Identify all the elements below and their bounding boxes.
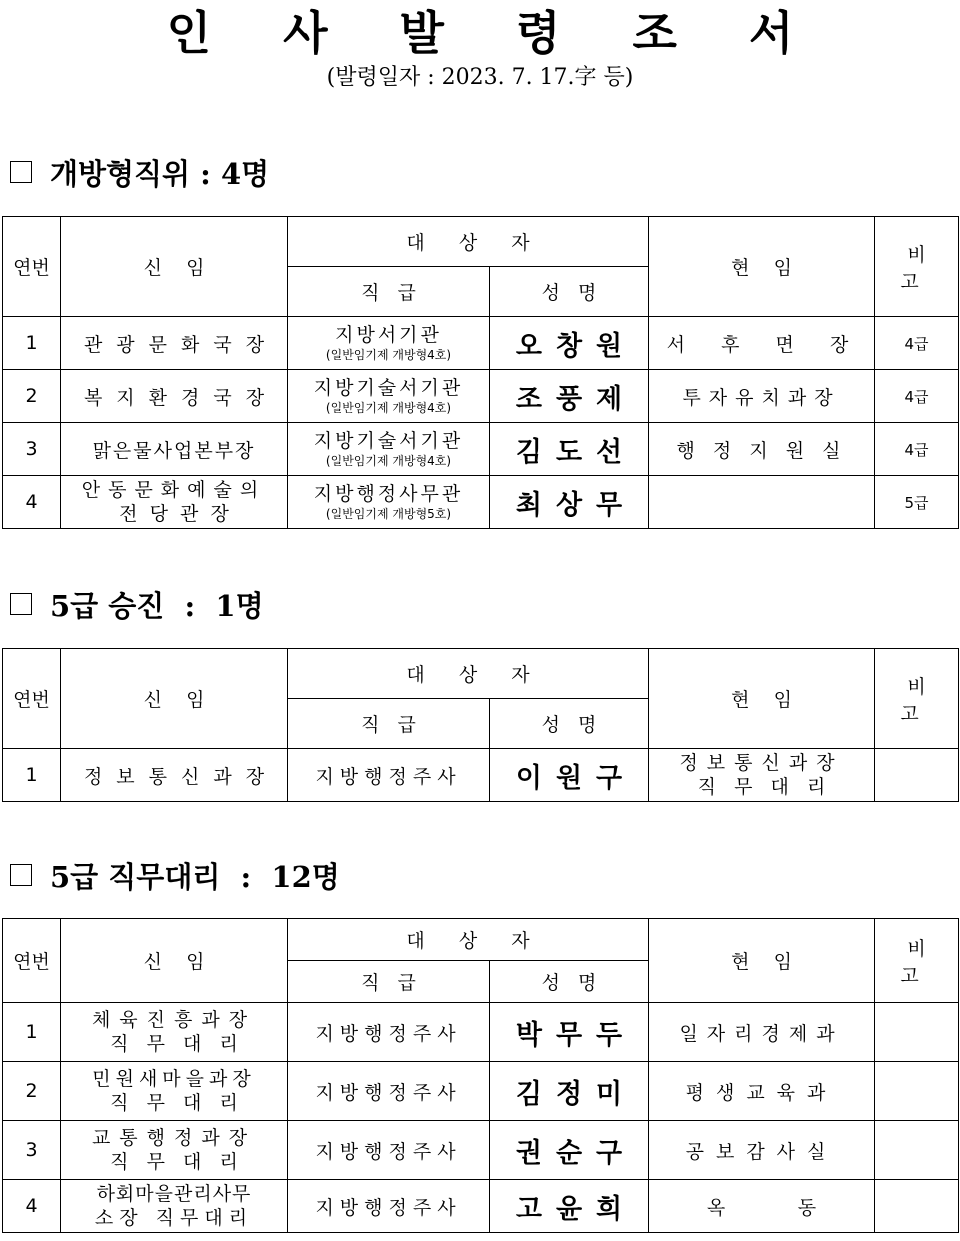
header-rank: 직 급 xyxy=(288,961,490,1003)
row-rank xyxy=(288,423,490,476)
new-post-line: 직 무 대 리 xyxy=(110,1033,238,1055)
header-note: 비 고 xyxy=(875,217,959,317)
row-current: 투자유치과장 xyxy=(649,370,875,423)
row-rank: 지방행정주사 xyxy=(288,749,490,802)
header-new-post: 신 임 xyxy=(61,919,288,1003)
row-new-post: 복지환경국장 xyxy=(61,370,288,423)
section-heading-open-positions xyxy=(10,152,269,192)
row-rank: 지방행정주사 xyxy=(288,1062,490,1121)
section-heading-promotion xyxy=(10,584,264,624)
row-person-name: 최상무 xyxy=(490,476,649,529)
header-new-post: 신 임 xyxy=(61,217,288,317)
section-heading-text: 5급 직무대리 : 12명 xyxy=(50,859,340,894)
new-post-line: 체육진흥과장 xyxy=(91,1009,257,1031)
row-seq: 2 xyxy=(3,1062,61,1121)
row-rank xyxy=(288,370,490,423)
table-row xyxy=(3,370,959,423)
row-current: 공보감사실 xyxy=(649,1121,875,1180)
new-post-line: 소장 직무대리 xyxy=(94,1207,254,1229)
header-rank: 직 급 xyxy=(288,699,490,749)
row-current: 옥 동 xyxy=(649,1180,875,1233)
new-post-line: 교통행정과장 xyxy=(91,1127,257,1149)
row-note xyxy=(875,1121,959,1180)
rank-sub: (일반임기제 개방형5호) xyxy=(325,507,452,521)
document-subtitle: (발령일자 : 2023. 7. 17.字 등) xyxy=(326,65,634,90)
table-row xyxy=(3,1180,959,1233)
header-seq: 연번 xyxy=(3,919,61,1003)
row-seq: 3 xyxy=(3,1121,61,1180)
new-post-line: 직 무 대 리 xyxy=(110,1151,238,1173)
row-person-name: 오창원 xyxy=(490,317,649,370)
row-current: 평생교육과 xyxy=(649,1062,875,1121)
header-name: 성 명 xyxy=(490,961,649,1003)
row-rank: 지방행정주사 xyxy=(288,1003,490,1062)
row-new-post: 관광문화국장 xyxy=(61,317,288,370)
row-current: 일자리경제과 xyxy=(649,1003,875,1062)
row-seq: 3 xyxy=(3,423,61,476)
row-note xyxy=(875,749,959,802)
document-title: 인 사 발 령 조 서 xyxy=(166,6,822,60)
row-seq: 1 xyxy=(3,749,61,802)
row-rank xyxy=(288,476,490,529)
row-note: 4급 xyxy=(875,370,959,423)
row-person-name: 김정미 xyxy=(490,1062,649,1121)
rank-main: 지방행정사무관 xyxy=(313,483,464,505)
table-row xyxy=(3,1062,959,1121)
row-seq: 2 xyxy=(3,370,61,423)
header-target: 대 상 자 xyxy=(288,919,649,961)
rank-sub: (일반임기제 개방형4호) xyxy=(325,348,452,362)
current-line: 직 무 대 리 xyxy=(697,776,826,798)
checkbox-square-icon xyxy=(10,864,32,886)
header-current: 현 임 xyxy=(649,919,875,1003)
row-new-post xyxy=(61,1003,288,1062)
row-seq: 4 xyxy=(3,1180,61,1233)
row-note xyxy=(875,1003,959,1062)
header-target: 대 상 자 xyxy=(288,217,649,267)
table-row xyxy=(3,476,959,529)
section-heading-text: 개방형직위 : 4명 xyxy=(50,156,270,191)
new-post-line: 민원새마을과장 xyxy=(92,1068,256,1090)
section-heading-text: 5급 승진 : 1명 xyxy=(50,588,264,623)
row-seq: 4 xyxy=(3,476,61,529)
header-current: 현 임 xyxy=(649,649,875,749)
row-note xyxy=(875,1180,959,1233)
rank-main: 지방기술서기관 xyxy=(313,430,464,452)
header-rank: 직 급 xyxy=(288,267,490,317)
row-new-post xyxy=(61,1121,288,1180)
table-row xyxy=(3,423,959,476)
table-row xyxy=(3,317,959,370)
row-rank: 지방행정주사 xyxy=(288,1121,490,1180)
row-new-post: 맑은물사업본부장 xyxy=(61,423,288,476)
appointment-table-promotion xyxy=(2,648,959,802)
current-line: 정보통신과장 xyxy=(679,752,844,774)
section-heading-acting xyxy=(10,855,340,895)
table-row xyxy=(3,749,959,802)
row-person-name: 조풍제 xyxy=(490,370,649,423)
new-post-line: 전 당 관 장 xyxy=(119,503,229,525)
row-person-name: 이원구 xyxy=(490,749,649,802)
checkbox-square-icon xyxy=(10,593,32,615)
header-seq: 연번 xyxy=(3,649,61,749)
row-note xyxy=(875,1062,959,1121)
row-new-post: 정보통신과장 xyxy=(61,749,288,802)
row-note: 4급 xyxy=(875,317,959,370)
table-row xyxy=(3,1121,959,1180)
new-post-line: 하회마을관리사무 xyxy=(96,1183,252,1205)
row-person-name: 박무두 xyxy=(490,1003,649,1062)
new-post-line: 직 무 대 리 xyxy=(110,1092,238,1114)
row-new-post xyxy=(61,1180,288,1233)
header-target: 대 상 자 xyxy=(288,649,649,699)
row-current: 행 정 지 원 실 xyxy=(649,423,875,476)
checkbox-square-icon xyxy=(10,161,32,183)
rank-sub: (일반임기제 개방형4호) xyxy=(325,401,452,415)
header-new-post: 신 임 xyxy=(61,649,288,749)
header-note: 비 고 xyxy=(875,649,959,749)
row-person-name: 김도선 xyxy=(490,423,649,476)
row-person-name: 고윤희 xyxy=(490,1180,649,1233)
row-rank: 지방행정주사 xyxy=(288,1180,490,1233)
row-seq: 1 xyxy=(3,1003,61,1062)
header-current: 현 임 xyxy=(649,217,875,317)
header-name: 성 명 xyxy=(490,699,649,749)
row-person-name: 권순구 xyxy=(490,1121,649,1180)
row-current: 서 후 면 장 xyxy=(649,317,875,370)
row-new-post xyxy=(61,1062,288,1121)
appointment-table-acting xyxy=(2,918,959,1233)
appointment-table-open-positions xyxy=(2,216,959,529)
header-name: 성 명 xyxy=(490,267,649,317)
row-current xyxy=(649,749,875,802)
row-note: 5급 xyxy=(875,476,959,529)
header-seq: 연번 xyxy=(3,217,61,317)
header-note: 비 고 xyxy=(875,919,959,1003)
row-new-post xyxy=(61,476,288,529)
rank-main: 지방서기관 xyxy=(335,324,442,346)
table-row xyxy=(3,1003,959,1062)
row-note: 4급 xyxy=(875,423,959,476)
row-seq: 1 xyxy=(3,317,61,370)
new-post-line: 안동문화예술의 xyxy=(81,479,267,501)
rank-main: 지방기술서기관 xyxy=(313,377,464,399)
row-current xyxy=(649,476,875,529)
rank-sub: (일반임기제 개방형4호) xyxy=(325,454,452,468)
row-rank xyxy=(288,317,490,370)
